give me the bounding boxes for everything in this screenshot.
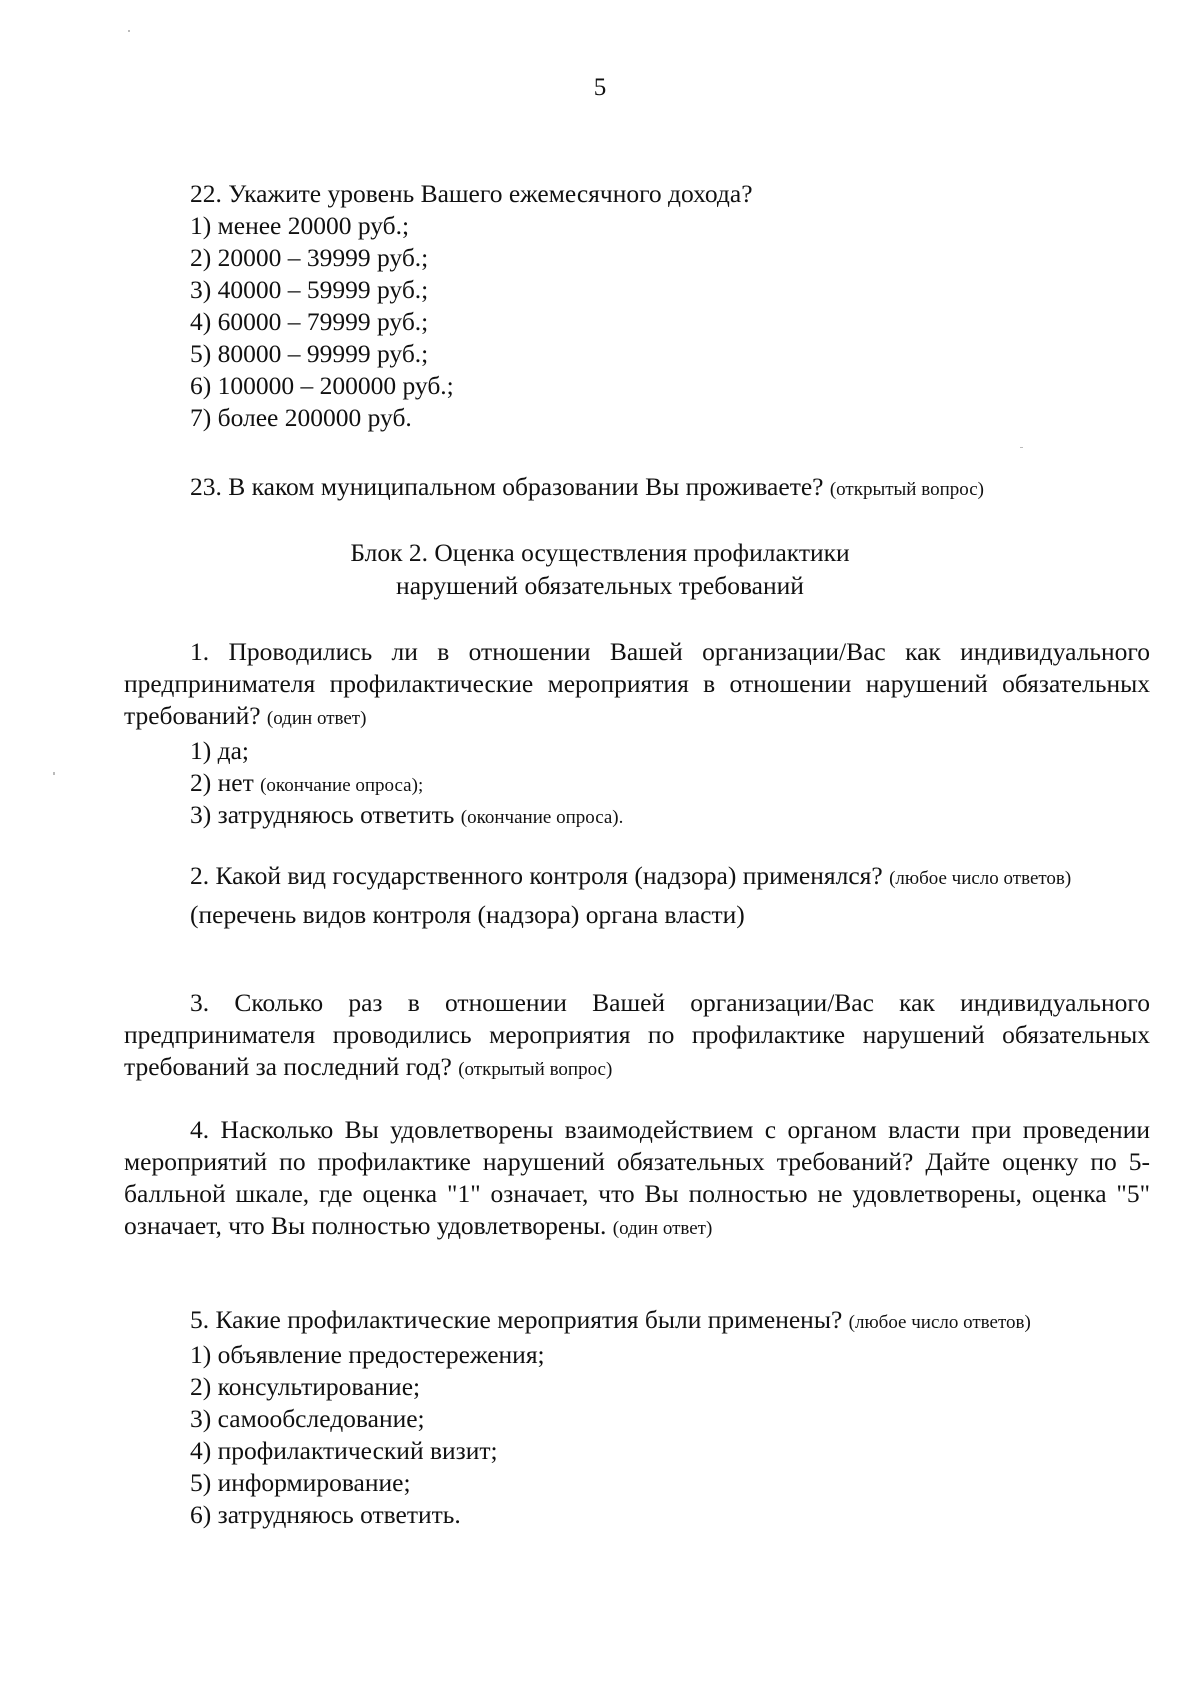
question-3-text: [124, 987, 1150, 1086]
question-1-body: 1. Проводились ли в отношении Вашей организации/Вас как индивидуального предпринимателя профилактические мероприятия в отношении нарушений обязательных требований?: [124, 637, 1150, 730]
scan-speck: [1020, 447, 1023, 448]
q22-option: 7) более 200000 руб.: [190, 403, 412, 432]
question-3-note: (открытый вопрос): [458, 1059, 613, 1080]
scan-speck: [128, 30, 130, 32]
question-4-note: (один ответ): [612, 1218, 713, 1239]
q1-option: [190, 799, 1150, 831]
q22-option: 6) 100000 – 200000 руб.;: [190, 371, 454, 400]
question-23-text: 23. В каком муниципальном образовании Вы проживаете?: [190, 472, 824, 501]
block-2-title-line-1: Блок 2. Оценка осуществления профилактики: [350, 538, 850, 567]
question-5-options: [124, 1339, 1150, 1531]
q22-option: 3) 40000 – 59999 руб.;: [190, 275, 429, 304]
block-2-question-4: [124, 1114, 1150, 1245]
q22-option: 1) менее 20000 руб.;: [190, 211, 410, 240]
q22-option: 4) 60000 – 79999 руб.;: [190, 307, 429, 336]
q5-option: 4) профилактический визит;: [190, 1436, 498, 1465]
block-2-question-5: [124, 1304, 1150, 1531]
q5-option: 2) консультирование;: [190, 1372, 421, 1401]
q5-option: 5) информирование;: [190, 1468, 411, 1497]
question-3-body: 3. Сколько раз в отношении Вашей организации/Вас как индивидуального предпринимателя проводились мероприятия по профилактике нарушений обязательных требований за последний год?: [124, 988, 1150, 1081]
q5-option: 6) затрудняюсь ответить.: [190, 1500, 461, 1529]
question-5-text: [124, 1304, 1150, 1339]
q1-option-label: 3) затрудняюсь ответить: [190, 800, 455, 829]
q5-option: 1) объявление предостережения;: [190, 1340, 545, 1369]
question-22-text: 22. Укажите уровень Вашего ежемесячного дохода?: [190, 179, 753, 208]
q22-option: 2) 20000 – 39999 руб.;: [190, 243, 429, 272]
question-5-note: (любое число ответов): [848, 1312, 1031, 1333]
question-1-text: [124, 636, 1150, 735]
block-2-title: [0, 536, 1200, 602]
q1-option-label: 1) да;: [190, 736, 249, 765]
q1-option-note: (окончание опроса).: [460, 807, 624, 828]
scan-speck: [53, 772, 55, 775]
q5-option: 3) самообследование;: [190, 1404, 425, 1433]
question-2-text: [124, 860, 1150, 895]
q1-option-note: (окончание опроса);: [260, 775, 424, 796]
question-22: [124, 178, 1150, 434]
question-4-body: 4. Насколько Вы удовлетворены взаимодействием с органом власти при проведении мероприятий по профилактике нарушений обязательных требований? Дайте оценку по 5-балльной шкале, где оценка "1" означает, что Вы полностью не удовлетворены, оценка "5" означает, что Вы полностью удовлетворены.: [124, 1115, 1150, 1240]
question-1-options: [124, 735, 1150, 831]
q22-option: 5) 80000 – 99999 руб.;: [190, 339, 429, 368]
block-2-question-1: [124, 636, 1150, 831]
question-4-text: [124, 1114, 1150, 1245]
question-2-body: 2. Какой вид государственного контроля (надзора) применялся?: [190, 861, 883, 890]
q1-option: [190, 767, 1150, 799]
question-23: [124, 471, 1200, 506]
question-5-body: 5. Какие профилактические мероприятия были применены?: [190, 1305, 843, 1334]
q1-option: [190, 735, 1150, 767]
page-number: 5: [593, 74, 607, 101]
question-23-note: (открытый вопрос): [829, 479, 984, 500]
block-2-question-3: [124, 987, 1150, 1086]
question-2-note: (любое число ответов): [889, 868, 1072, 889]
block-2-title-line-2: нарушений обязательных требований: [396, 571, 804, 600]
question-1-note: (один ответ): [266, 708, 367, 729]
q1-option-label: 2) нет: [190, 768, 254, 797]
block-2-question-2: [124, 860, 1150, 931]
question-2-sub: (перечень видов контроля (надзора) органа власти): [190, 900, 745, 929]
